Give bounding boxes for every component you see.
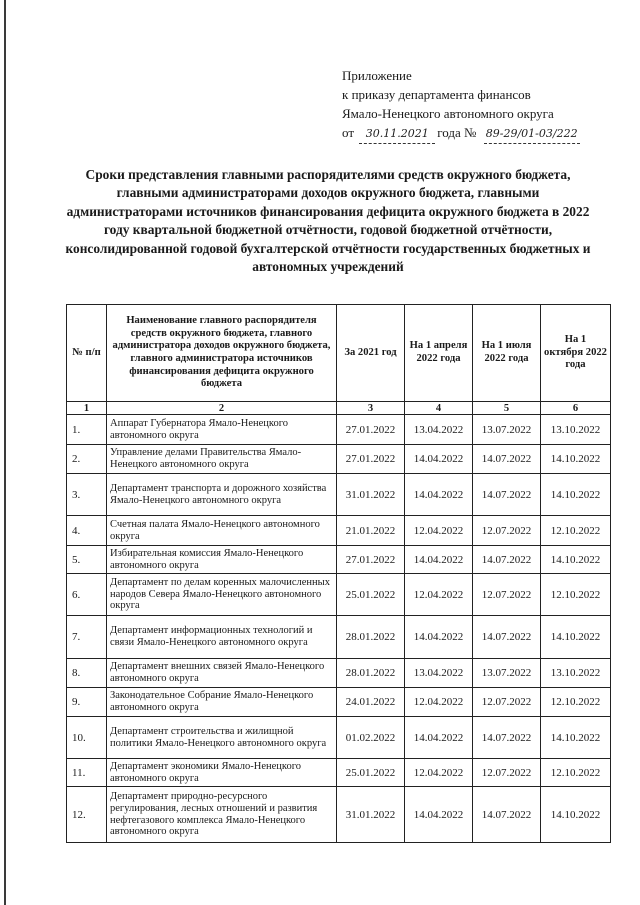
row-date-october: 12.10.2022 (541, 574, 611, 616)
header-july: На 1 июля 2022 года (473, 305, 541, 402)
header-2021: За 2021 год (337, 305, 405, 402)
scan-left-edge (4, 0, 6, 905)
row-date-october: 14.10.2022 (541, 474, 611, 516)
row-date-2021: 24.01.2022 (337, 688, 405, 717)
row-date-october: 12.10.2022 (541, 516, 611, 546)
row-date-2021: 31.01.2022 (337, 787, 405, 843)
header-october: На 1 октября 2022 года (541, 305, 611, 402)
row-date-april: 12.04.2022 (405, 574, 473, 616)
row-name: Департамент внешних связей Ямало-Ненецкого автономного округа (107, 659, 337, 688)
table-row (67, 616, 611, 659)
table-row (67, 574, 611, 616)
row-number: 11. (67, 759, 107, 787)
handwritten-order-number: 89-29/01-03/222 (484, 124, 580, 144)
column-number: 1 (67, 402, 107, 415)
row-name: Департамент по делам коренных малочисленных народов Севера Ямало-Ненецкого автономного округа (107, 574, 337, 616)
row-number: 8. (67, 659, 107, 688)
row-date-april: 14.04.2022 (405, 787, 473, 843)
row-name: Аппарат Губернатора Ямало-Ненецкого автономного округа (107, 415, 337, 445)
row-date-july: 12.07.2022 (473, 516, 541, 546)
table-row (67, 445, 611, 474)
row-date-2021: 28.01.2022 (337, 659, 405, 688)
row-number: 9. (67, 688, 107, 717)
row-number: 4. (67, 516, 107, 546)
row-date-april: 12.04.2022 (405, 688, 473, 717)
row-number: 6. (67, 574, 107, 616)
row-number: 10. (67, 717, 107, 759)
row-date-october: 12.10.2022 (541, 688, 611, 717)
row-name: Управление делами Правительства Ямало-Ненецкого автономного округа (107, 445, 337, 474)
row-date-2021: 27.01.2022 (337, 415, 405, 445)
row-date-2021: 25.01.2022 (337, 574, 405, 616)
row-date-july: 13.07.2022 (473, 659, 541, 688)
column-number: 4 (405, 402, 473, 415)
row-date-july: 14.07.2022 (473, 445, 541, 474)
row-date-october: 14.10.2022 (541, 616, 611, 659)
row-date-april: 14.04.2022 (405, 616, 473, 659)
header-row (67, 305, 611, 402)
row-date-2021: 31.01.2022 (337, 474, 405, 516)
table-row (67, 546, 611, 574)
row-date-july: 13.07.2022 (473, 415, 541, 445)
header-name: Наименование главного распорядителя средств окружного бюджета, главного администратора доходов окружного бюджета, главного администратора источников финансирования дефицита окружного бюджета (107, 305, 337, 402)
row-date-2021: 01.02.2022 (337, 717, 405, 759)
row-date-july: 14.07.2022 (473, 474, 541, 516)
row-date-april: 14.04.2022 (405, 474, 473, 516)
row-date-april: 13.04.2022 (405, 415, 473, 445)
row-name: Департамент природно-ресурсного регулирования, лесных отношений и развития нефтегазового комплекса Ямало-Ненецкого автономного округа (107, 787, 337, 843)
row-number: 12. (67, 787, 107, 843)
row-date-2021: 27.01.2022 (337, 546, 405, 574)
row-date-july: 12.07.2022 (473, 688, 541, 717)
row-number: 7. (67, 616, 107, 659)
column-numbers-row (67, 402, 611, 415)
row-date-october: 13.10.2022 (541, 415, 611, 445)
column-number: 6 (541, 402, 611, 415)
deadlines-table (66, 304, 611, 843)
table-row (67, 717, 611, 759)
row-name: Избирательная комиссия Ямало-Ненецкого автономного округа (107, 546, 337, 574)
row-date-april: 12.04.2022 (405, 516, 473, 546)
row-date-july: 14.07.2022 (473, 717, 541, 759)
row-date-october: 14.10.2022 (541, 546, 611, 574)
appendix-line-2: к приказу департамента финансов (342, 87, 531, 102)
column-number: 3 (337, 402, 405, 415)
row-name: Счетная палата Ямало-Ненецкого автономного округа (107, 516, 337, 546)
row-name: Департамент строительства и жилищной политики Ямало-Ненецкого автономного округа (107, 717, 337, 759)
table-row (67, 759, 611, 787)
appendix-line-4 (342, 123, 632, 144)
row-number: 5. (67, 546, 107, 574)
table-row (67, 659, 611, 688)
row-date-october: 13.10.2022 (541, 659, 611, 688)
row-date-2021: 28.01.2022 (337, 616, 405, 659)
row-date-2021: 27.01.2022 (337, 445, 405, 474)
table-row (67, 516, 611, 546)
document-title: Сроки представления главными распорядителями средств окружного бюджета, главными администраторами доходов окружного бюджета, главными администраторами источников финансирования дефицита окружного бюджета в 2022 году квартальной бюджетной отчётности, годовой бюджетной отчётности, консолидированной годовой бухгалтерской отчётности государственных бюджетных и автономных учреждений (65, 167, 591, 275)
row-date-july: 14.07.2022 (473, 787, 541, 843)
row-date-april: 14.04.2022 (405, 717, 473, 759)
row-number: 3. (67, 474, 107, 516)
table-row (67, 415, 611, 445)
column-number: 2 (107, 402, 337, 415)
column-number: 5 (473, 402, 541, 415)
row-date-october: 14.10.2022 (541, 445, 611, 474)
row-date-2021: 25.01.2022 (337, 759, 405, 787)
row-date-october: 14.10.2022 (541, 717, 611, 759)
row-date-july: 12.07.2022 (473, 759, 541, 787)
appendix-year-word: года № (437, 125, 477, 140)
table-row (67, 474, 611, 516)
row-date-april: 13.04.2022 (405, 659, 473, 688)
row-number: 1. (67, 415, 107, 445)
appendix-line-1: Приложение (342, 68, 412, 83)
row-name: Департамент транспорта и дорожного хозяйства Ямало-Ненецкого автономного округа (107, 474, 337, 516)
handwritten-date: 30.11.2021 (359, 124, 435, 144)
row-date-april: 14.04.2022 (405, 445, 473, 474)
header-number: № п/п (67, 305, 107, 402)
row-date-july: 14.07.2022 (473, 546, 541, 574)
appendix-from: от (342, 125, 355, 140)
row-date-july: 14.07.2022 (473, 616, 541, 659)
appendix-block (342, 66, 632, 144)
row-name: Департамент экономики Ямало-Ненецкого автономного округа (107, 759, 337, 787)
row-date-july: 12.07.2022 (473, 574, 541, 616)
table-row (67, 787, 611, 843)
row-number: 2. (67, 445, 107, 474)
row-date-april: 12.04.2022 (405, 759, 473, 787)
appendix-line-3: Ямало-Ненецкого автономного округа (342, 106, 554, 121)
table-row (67, 688, 611, 717)
row-date-2021: 21.01.2022 (337, 516, 405, 546)
row-date-october: 12.10.2022 (541, 759, 611, 787)
header-april: На 1 апреля 2022 года (405, 305, 473, 402)
row-date-october: 14.10.2022 (541, 787, 611, 843)
row-name: Департамент информационных технологий и связи Ямало-Ненецкого автономного округа (107, 616, 337, 659)
row-name: Законодательное Собрание Ямало-Ненецкого автономного округа (107, 688, 337, 717)
row-date-april: 14.04.2022 (405, 546, 473, 574)
